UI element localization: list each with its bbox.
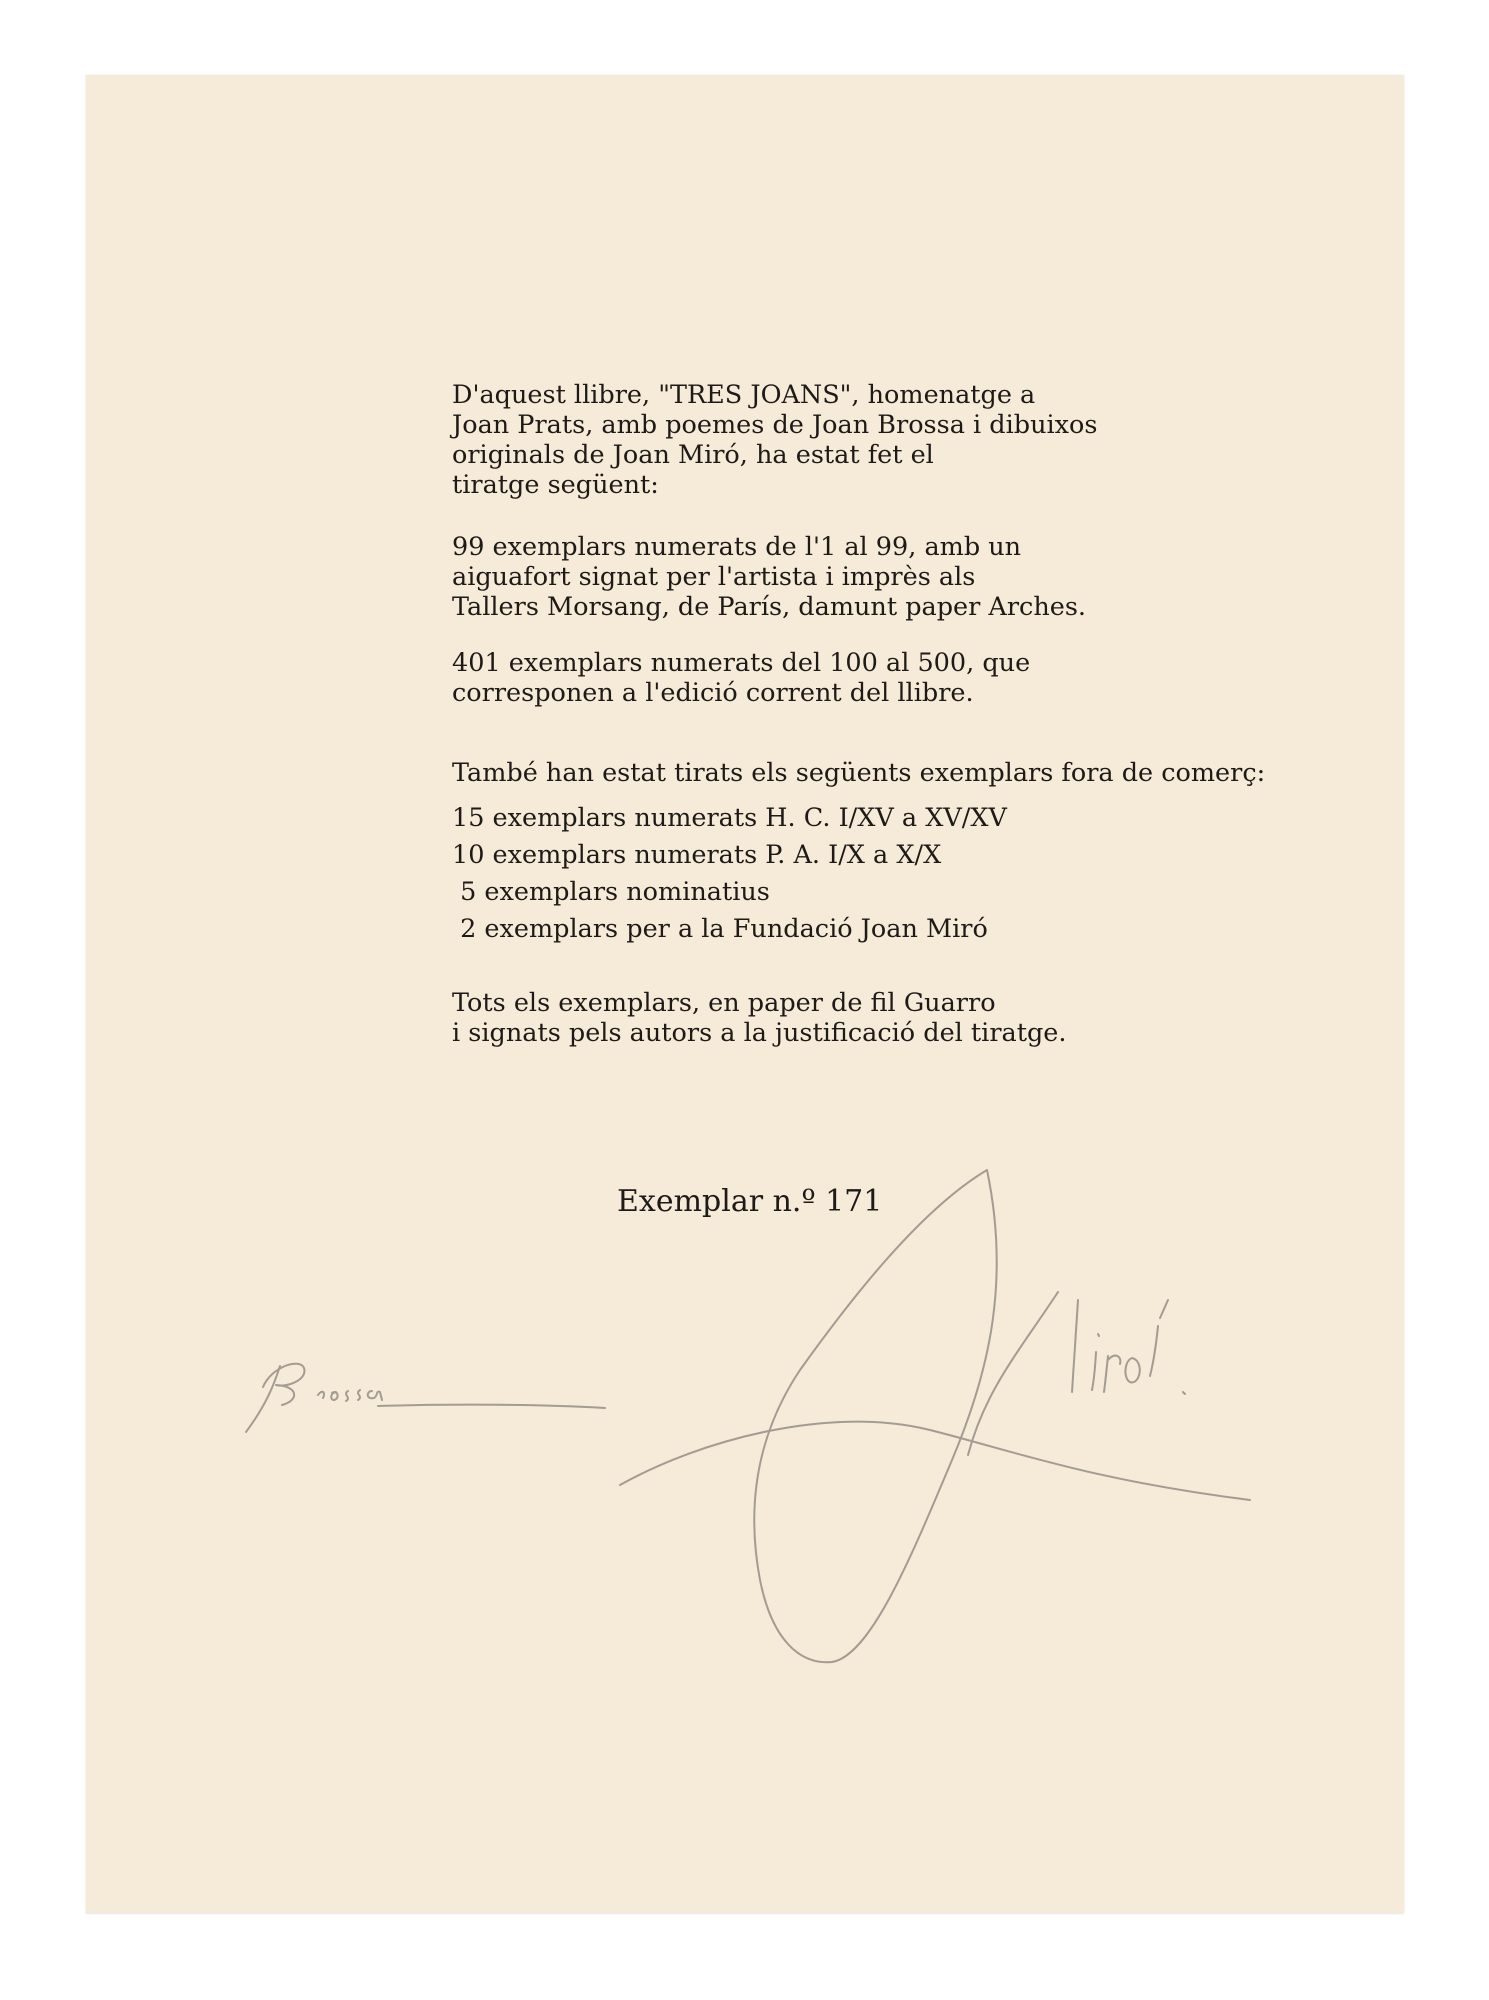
outside-commerce-heading: També han estat tirats els següents exemplars fora de comerç: [452, 758, 1266, 788]
intro-line: tiratge següent: [452, 470, 659, 500]
edition-99-line: 99 exemplars numerats de l'1 al 99, amb un [452, 532, 1022, 562]
edition-401-line: corresponen a l'edició corrent del llibre. [452, 678, 974, 708]
list-item: 10 exemplars numerats P. A. I/X a X/X [452, 840, 942, 870]
edition-99-line: aiguafort signat per l'artista i imprès als [452, 562, 976, 592]
closing-paragraph [452, 988, 1066, 1048]
intro-line: originals de Joan Miró, ha estat fet el [452, 440, 934, 470]
closing-line: Tots els exemplars, en paper de fil Guarro [452, 988, 996, 1018]
exemplar-number: Exemplar n.º 171 [617, 1184, 883, 1219]
intro-line: D'aquest llibre, "TRES JOANS", homenatge a [452, 380, 1036, 410]
list-item: 15 exemplars numerats H. C. I/XV a XV/XV [452, 803, 1007, 833]
outside-commerce-list [452, 800, 1007, 948]
list-item: 2 exemplars per a la Fundació Joan Miró [452, 914, 988, 944]
intro-paragraph [452, 380, 1098, 500]
edition-99-paragraph [452, 532, 1086, 622]
edition-401-line: 401 exemplars numerats del 100 al 500, que [452, 648, 1031, 678]
edition-401-paragraph [452, 648, 1030, 708]
edition-99-line: Tallers Morsang, de París, damunt paper Arches. [452, 592, 1087, 622]
list-item: 5 exemplars nominatius [452, 877, 770, 907]
intro-line: Joan Prats, amb poemes de Joan Brossa i dibuixos [452, 410, 1098, 440]
closing-line: i signats pels autors a la justificació del tiratge. [452, 1018, 1067, 1048]
